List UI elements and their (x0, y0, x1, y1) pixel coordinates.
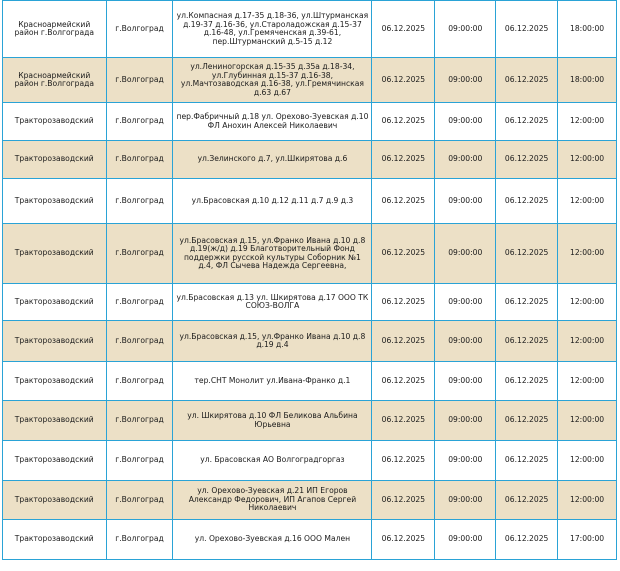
end-time-cell: 12:00:00 (558, 179, 617, 224)
table-row (3, 401, 617, 441)
address-cell: ул. Орехово-Зуевская д.16 ООО Мален (173, 520, 372, 560)
end-date-cell: 06.12.2025 (496, 224, 558, 284)
start-time-cell: 09:00:00 (435, 284, 496, 321)
district-cell: Тракторозаводский (3, 141, 107, 179)
district-cell: Тракторозаводский (3, 481, 107, 520)
address-cell: тер.СНТ Монолит ул.Ивана-Франко д.1 (173, 362, 372, 401)
end-date-cell: 06.12.2025 (496, 179, 558, 224)
start-date-cell: 06.12.2025 (372, 401, 435, 441)
start-time-cell: 09:00:00 (435, 58, 496, 103)
city-cell: г.Волгоград (106, 284, 173, 321)
start-date-cell: 06.12.2025 (372, 441, 435, 481)
end-time-cell: 12:00:00 (558, 362, 617, 401)
table-row (3, 481, 617, 520)
start-date-cell: 06.12.2025 (372, 520, 435, 560)
end-time-cell: 18:00:00 (558, 1, 617, 58)
district-cell: Тракторозаводский (3, 520, 107, 560)
start-time-cell: 09:00:00 (435, 362, 496, 401)
start-time-cell: 09:00:00 (435, 401, 496, 441)
city-cell: г.Волгоград (106, 1, 173, 58)
start-date-cell: 06.12.2025 (372, 481, 435, 520)
end-date-cell: 06.12.2025 (496, 284, 558, 321)
start-date-cell: 06.12.2025 (372, 362, 435, 401)
start-time-cell: 09:00:00 (435, 1, 496, 58)
start-date-cell: 06.12.2025 (372, 321, 435, 362)
district-cell: Тракторозаводский (3, 103, 107, 141)
start-time-cell: 09:00:00 (435, 321, 496, 362)
start-time-cell: 09:00:00 (435, 224, 496, 284)
city-cell: г.Волгоград (106, 362, 173, 401)
start-time-cell: 09:00:00 (435, 141, 496, 179)
end-date-cell: 06.12.2025 (496, 520, 558, 560)
table-row (3, 362, 617, 401)
start-date-cell: 06.12.2025 (372, 141, 435, 179)
district-cell: Тракторозаводский (3, 362, 107, 401)
city-cell: г.Волгоград (106, 179, 173, 224)
table-row (3, 179, 617, 224)
address-cell: ул. Орехово-Зуевская д.21 ИП Егоров Александр Федорович, ИП Агапов Сергей Николаевич (173, 481, 372, 520)
city-cell: г.Волгоград (106, 401, 173, 441)
end-date-cell: 06.12.2025 (496, 103, 558, 141)
end-time-cell: 17:00:00 (558, 520, 617, 560)
address-cell: ул.Брасовская д.15, ул.Франко Ивана д.10 д.8 д.19 д.4 (173, 321, 372, 362)
start-date-cell: 06.12.2025 (372, 1, 435, 58)
end-time-cell: 12:00:00 (558, 224, 617, 284)
address-cell: ул. Шкирятова д.10 ФЛ Беликова Альбина Юрьевна (173, 401, 372, 441)
district-cell: Тракторозаводский (3, 284, 107, 321)
start-time-cell: 09:00:00 (435, 441, 496, 481)
city-cell: г.Волгоград (106, 103, 173, 141)
address-cell: ул.Зелинского д.7, ул.Шкирятова д.6 (173, 141, 372, 179)
table-row (3, 103, 617, 141)
end-time-cell: 12:00:00 (558, 284, 617, 321)
end-time-cell: 12:00:00 (558, 321, 617, 362)
table-row (3, 141, 617, 179)
start-date-cell: 06.12.2025 (372, 58, 435, 103)
end-time-cell: 12:00:00 (558, 103, 617, 141)
city-cell: г.Волгоград (106, 520, 173, 560)
address-cell: ул.Брасовская д.10 д.12 д.11 д.7 д.9 д.3 (173, 179, 372, 224)
city-cell: г.Волгоград (106, 481, 173, 520)
table-row (3, 58, 617, 103)
city-cell: г.Волгоград (106, 321, 173, 362)
city-cell: г.Волгоград (106, 141, 173, 179)
end-date-cell: 06.12.2025 (496, 481, 558, 520)
address-cell: ул.Компасная д.17-35 д.18-36, ул.Штурманская д.19-37 д.16-36, ул.Староладожская д.15-37 д.16-48, ул.Гремяченская д.39-61, пер.Штурманский д.5-15 д.12 (173, 1, 372, 58)
end-date-cell: 06.12.2025 (496, 362, 558, 401)
city-cell: г.Волгоград (106, 58, 173, 103)
district-cell: Красноармейский район г.Волгограда (3, 1, 107, 58)
start-date-cell: 06.12.2025 (372, 284, 435, 321)
address-cell: ул. Брасовская АО Волгоградгоргаз (173, 441, 372, 481)
district-cell: Тракторозаводский (3, 401, 107, 441)
end-time-cell: 12:00:00 (558, 481, 617, 520)
table-row (3, 1, 617, 58)
district-cell: Тракторозаводский (3, 179, 107, 224)
table-body (3, 1, 617, 560)
end-time-cell: 12:00:00 (558, 401, 617, 441)
end-date-cell: 06.12.2025 (496, 321, 558, 362)
start-time-cell: 09:00:00 (435, 103, 496, 141)
start-date-cell: 06.12.2025 (372, 179, 435, 224)
end-date-cell: 06.12.2025 (496, 1, 558, 58)
address-cell: ул.Брасовская д.13 ул. Шкирятова д.17 ООО ТК СОЮЗ-ВОЛГА (173, 284, 372, 321)
end-date-cell: 06.12.2025 (496, 58, 558, 103)
start-time-cell: 09:00:00 (435, 520, 496, 560)
end-date-cell: 06.12.2025 (496, 141, 558, 179)
end-time-cell: 12:00:00 (558, 141, 617, 179)
address-cell: пер.Фабричный д.18 ул. Орехово-Зуевская д.10 ФЛ Анохин Алексей Николаевич (173, 103, 372, 141)
start-date-cell: 06.12.2025 (372, 224, 435, 284)
district-cell: Тракторозаводский (3, 224, 107, 284)
table-row (3, 441, 617, 481)
table-row (3, 284, 617, 321)
end-time-cell: 12:00:00 (558, 441, 617, 481)
table-row (3, 520, 617, 560)
start-date-cell: 06.12.2025 (372, 103, 435, 141)
table-row (3, 321, 617, 362)
address-cell: ул.Лениногорская д.15-35 д.35а д.18-34, ул.Глубинная д.15-37 д.16-38, ул.Мачтозаводская д.16-38, ул.Гремячинская д.63 д.67 (173, 58, 372, 103)
district-cell: Тракторозаводский (3, 321, 107, 362)
table-row (3, 224, 617, 284)
city-cell: г.Волгоград (106, 224, 173, 284)
district-cell: Красноармейский район г.Волгограда (3, 58, 107, 103)
end-time-cell: 18:00:00 (558, 58, 617, 103)
end-date-cell: 06.12.2025 (496, 401, 558, 441)
city-cell: г.Волгоград (106, 441, 173, 481)
end-date-cell: 06.12.2025 (496, 441, 558, 481)
district-cell: Тракторозаводский (3, 441, 107, 481)
address-cell: ул.Брасовская д.15, ул.Франко Ивана д.10 д.8 д.19(ж/д) д.19 Благотворительный Фонд поддержки русской культуры Соборник №1 д.4, ФЛ Сычева Надежда Сергеевна, (173, 224, 372, 284)
start-time-cell: 09:00:00 (435, 481, 496, 520)
start-time-cell: 09:00:00 (435, 179, 496, 224)
outage-schedule-table (2, 0, 617, 560)
